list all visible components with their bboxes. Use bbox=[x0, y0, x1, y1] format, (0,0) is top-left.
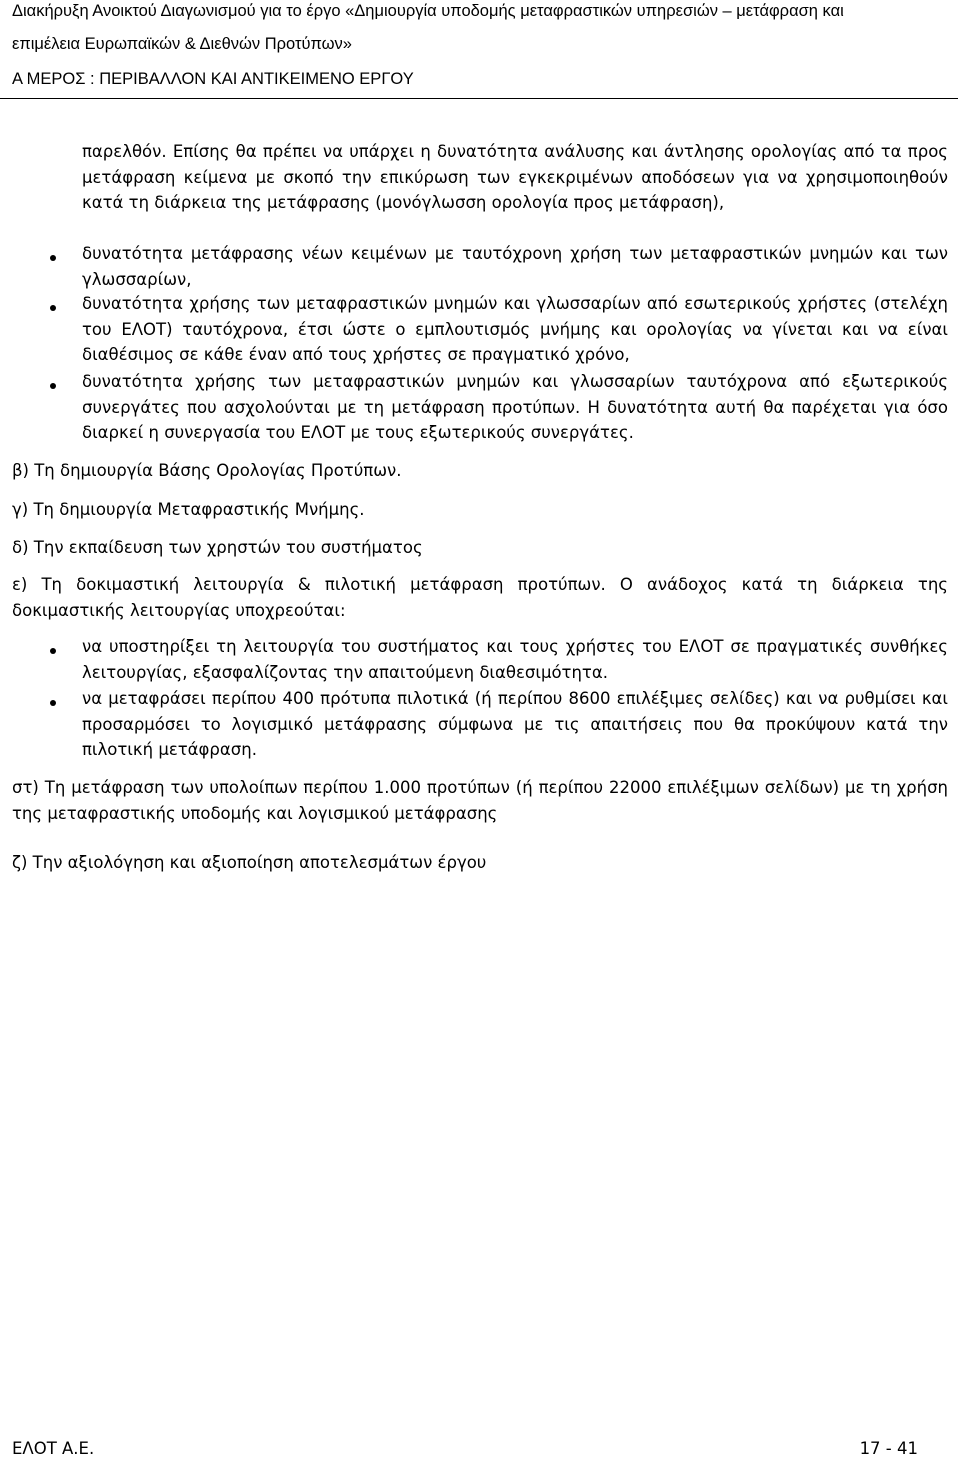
bullet-text: να μεταφράσει περίπου 400 πρότυπα πιλοτικά (ή περίπου 8600 επιλέξιμες σελίδες) και να ρυθμίσει και προσαρμόσει το λογισμικό μετάφρασης σύμφωνα με τις απαιτήσεις που θα προκύψουν κατά την πιλοτική μετάφραση. bbox=[82, 689, 948, 759]
header-title-line-2: επιμέλεια Ευρωπαϊκών & Διεθνών Προτύπων» bbox=[12, 35, 352, 53]
header-divider bbox=[0, 98, 958, 99]
header-title-line-1: Διακήρυξη Ανοικτού Διαγωνισμού για το έργο «Δημιουργία υποδομής μεταφραστικών υπηρεσιών – μετάφραση και bbox=[12, 2, 844, 20]
item-e: ε) Τη δοκιμαστική λειτουργία & πιλοτική μετάφραση προτύπων. Ο ανάδοχος κατά τη διάρκεια της δοκιμαστικής λειτουργίας υποχρεούται: bbox=[12, 575, 948, 620]
page-number: 17 - 41 bbox=[859, 1439, 918, 1458]
bullet-icon bbox=[50, 383, 56, 389]
bullet-text: δυνατότητα χρήσης των μεταφραστικών μνημών και γλωσσαρίων ταυτόχρονα από εξωτερικούς συνεργάτες που ασχολούνται με τη μετάφραση προτύπων. Η δυνατότητα αυτή θα παρέχεται για όσο διαρκεί η συνεργασία του ΕΛΟΤ με τους εξωτερικούς συνεργάτες. bbox=[82, 372, 948, 442]
item-c: γ) Τη δημιουργία Μεταφραστικής Μνήμης. bbox=[12, 500, 365, 519]
item-d: δ) Την εκπαίδευση των χρηστών του συστήματος bbox=[12, 538, 423, 557]
item-st: στ) Τη μετάφραση των υπολοίπων περίπου 1.000 προτύπων (ή περίπου 22000 επιλέξιμων σελίδων) με τη χρήση της μεταφραστικής υποδομής και λογισμικού μετάφρασης bbox=[12, 778, 948, 823]
bullet-icon bbox=[50, 255, 56, 261]
bullet-text: δυνατότητα χρήσης των μεταφραστικών μνημών και γλωσσαρίων από εσωτερικούς χρήστες (στελέχη του ΕΛΟΤ) ταυτόχρονα, έτσι ώστε ο εμπλουτισμός μνήμης και ορολογίας να γίνεται και να είναι διαθέσιμος σε κάθε έναν από τους χρήστες σε πραγματικό χρόνο, bbox=[82, 294, 948, 364]
item-z: ζ) Την αξιολόγηση και αξιοποίηση αποτελεσμάτων έργου bbox=[12, 853, 487, 872]
bullet-icon bbox=[50, 305, 56, 311]
footer-organization: ΕΛΟΤ Α.Ε. bbox=[12, 1439, 95, 1458]
bullet-icon bbox=[50, 700, 56, 706]
bullet-text: να υποστηρίξει τη λειτουργία του συστήματος και τους χρήστες του ΕΛΟΤ σε πραγματικές συνθήκες λειτουργίας, εξασφαλίζοντας την απαιτούμενη διαθεσιμότητα. bbox=[82, 637, 948, 682]
bullet-icon bbox=[50, 648, 56, 654]
bullet-text: δυνατότητα μετάφρασης νέων κειμένων με ταυτόχρονη χρήση των μεταφραστικών μνημών και των γλωσσαρίων, bbox=[82, 244, 948, 289]
header-section: Α ΜΕΡΟΣ : ΠΕΡΙΒΑΛΛΟΝ ΚΑΙ ΑΝΤΙΚΕΙΜΕΝΟ ΕΡΓΟΥ bbox=[12, 70, 414, 88]
item-b: β) Τη δημιουργία Βάσης Ορολογίας Προτύπων. bbox=[12, 461, 402, 480]
intro-paragraph: παρελθόν. Επίσης θα πρέπει να υπάρχει η δυνατότητα ανάλυσης και άντλησης ορολογίας από τα προς μετάφραση κείμενα με σκοπό την επικύρωση των εγκεκριμένων αποδόσεων για να χρησιμοποιηθούν κατά τη διάρκεια της μετάφρασης (μονόγλωσση ορολογία προς μετάφραση), bbox=[82, 142, 948, 212]
